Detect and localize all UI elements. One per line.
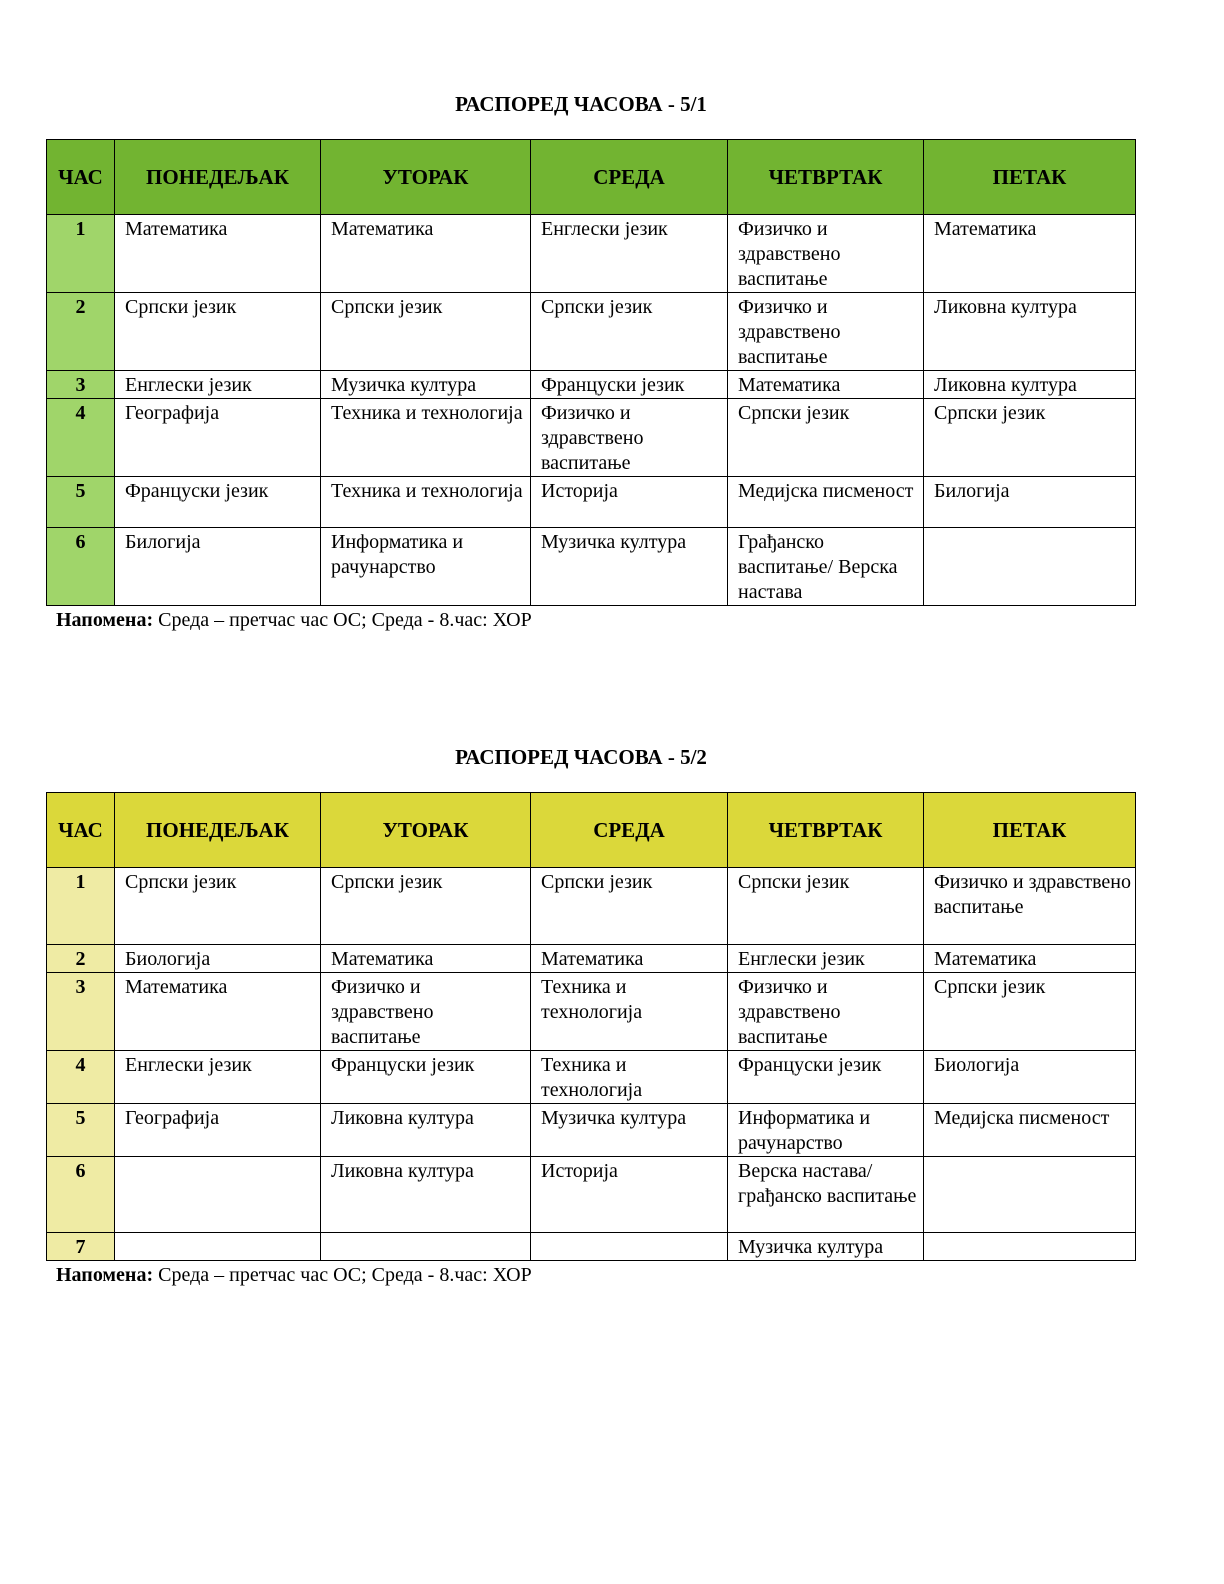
- header-monday: ПОНЕДЕЉАК: [115, 140, 321, 215]
- table-cell: Математика: [321, 215, 531, 293]
- table-cell: Математика: [924, 215, 1136, 293]
- schedule-title: РАСПОРЕД ЧАСОВА - 5/1: [455, 92, 707, 116]
- period-number: 2: [47, 945, 115, 973]
- table-cell: Техника и технологија: [531, 973, 728, 1051]
- table-cell: Енглески језик: [115, 1051, 321, 1104]
- table-cell: Ликовна култура: [321, 1104, 531, 1157]
- header-wednesday: СРЕДА: [531, 793, 728, 868]
- table-cell: Информатика и рачунарство: [728, 1104, 924, 1157]
- table-cell: [531, 1233, 728, 1261]
- table-row: [47, 1233, 1136, 1261]
- table-cell: Медијска писменост: [924, 1104, 1136, 1157]
- table-cell: Информатика и рачунарство: [321, 528, 531, 606]
- table-cell: Физичко и здравствено васпитање: [321, 973, 531, 1051]
- period-number: 7: [47, 1233, 115, 1261]
- table-row: [47, 215, 1136, 293]
- table-cell: Техника и технологија: [321, 477, 531, 528]
- table-cell: Историја: [531, 477, 728, 528]
- table-cell: [924, 1157, 1136, 1233]
- table-cell: Српски језик: [728, 399, 924, 477]
- timetable: [46, 792, 1136, 1261]
- table-cell: Техника и технологија: [321, 399, 531, 477]
- table-row: [47, 528, 1136, 606]
- table-cell: Физичко и здравствено васпитање: [728, 293, 924, 371]
- table-cell: Француски језик: [531, 371, 728, 399]
- header-monday: ПОНЕДЕЉАК: [115, 793, 321, 868]
- table-cell: Музичка култура: [321, 371, 531, 399]
- table-cell: Ликовна култура: [924, 371, 1136, 399]
- table-row: [47, 973, 1136, 1051]
- table-row: [47, 1051, 1136, 1104]
- table-row: [47, 371, 1136, 399]
- table-cell: Медијска писменост: [728, 477, 924, 528]
- table-cell: Математика: [321, 945, 531, 973]
- schedule-5-2: [46, 742, 1135, 1287]
- table-cell: Српски језик: [728, 868, 924, 945]
- table-row: [47, 293, 1136, 371]
- header-period: ЧАС: [47, 793, 115, 868]
- table-cell: Грађанско васпитање/ Верска настава: [728, 528, 924, 606]
- table-cell: Српски језик: [924, 973, 1136, 1051]
- header-tuesday: УТОРАК: [321, 793, 531, 868]
- table-cell: [115, 1157, 321, 1233]
- note-label: Напомена:: [56, 1264, 154, 1286]
- period-number: 2: [47, 293, 115, 371]
- table-cell: Математика: [115, 215, 321, 293]
- table-cell: [321, 1233, 531, 1261]
- timetable: [46, 139, 1136, 606]
- table-cell: Билогија: [924, 477, 1136, 528]
- header-friday: ПЕТАК: [924, 140, 1136, 215]
- table-cell: Француски језик: [728, 1051, 924, 1104]
- table-cell: Српски језик: [531, 868, 728, 945]
- table-cell: Музичка култура: [531, 528, 728, 606]
- table-cell: Историја: [531, 1157, 728, 1233]
- period-number: 4: [47, 1051, 115, 1104]
- note-label: Напомена:: [56, 609, 154, 631]
- table-row: [47, 868, 1136, 945]
- table-cell: Техника и технологија: [531, 1051, 728, 1104]
- period-number: 6: [47, 1157, 115, 1233]
- table-cell: Енглески језик: [728, 945, 924, 973]
- table-cell: Српски језик: [115, 293, 321, 371]
- note-text: Среда – претчас час ОС; Среда - 8.час: ХОР: [153, 609, 532, 631]
- period-number: 1: [47, 215, 115, 293]
- table-cell: Српски језик: [321, 293, 531, 371]
- table-cell: Билогија: [115, 528, 321, 606]
- note-text: Среда – претчас час ОС; Среда - 8.час: ХОР: [153, 1264, 532, 1286]
- schedule-title: РАСПОРЕД ЧАСОВА - 5/2: [455, 745, 707, 769]
- schedule-5-1: [46, 89, 1135, 632]
- table-row: [47, 399, 1136, 477]
- header-tuesday: УТОРАК: [321, 140, 531, 215]
- table-cell: Физичко и здравствено васпитање: [728, 215, 924, 293]
- table-cell: Ликовна култура: [321, 1157, 531, 1233]
- table-cell: [924, 1233, 1136, 1261]
- header-thursday: ЧЕТВРТАК: [728, 140, 924, 215]
- table-cell: Физичко и здравствено васпитање: [924, 868, 1136, 945]
- table-cell: Француски језик: [115, 477, 321, 528]
- table-row: [47, 477, 1136, 528]
- schedule-note: [56, 608, 1135, 632]
- table-cell: Музичка култура: [728, 1233, 924, 1261]
- table-cell: Физичко и здравствено васпитање: [531, 399, 728, 477]
- table-cell: Математика: [531, 945, 728, 973]
- table-row: [47, 1104, 1136, 1157]
- table-cell: Географија: [115, 1104, 321, 1157]
- schedule-note: [56, 1263, 1135, 1287]
- table-row: [47, 945, 1136, 973]
- table-cell: Математика: [728, 371, 924, 399]
- period-number: 5: [47, 477, 115, 528]
- table-cell: [924, 528, 1136, 606]
- table-cell: Математика: [924, 945, 1136, 973]
- table-cell: Српски језик: [924, 399, 1136, 477]
- table-cell: Географија: [115, 399, 321, 477]
- header-thursday: ЧЕТВРТАК: [728, 793, 924, 868]
- period-number: 6: [47, 528, 115, 606]
- period-number: 4: [47, 399, 115, 477]
- table-row: [47, 1157, 1136, 1233]
- header-period: ЧАС: [47, 140, 115, 215]
- table-cell: Музичка култура: [531, 1104, 728, 1157]
- header-friday: ПЕТАК: [924, 793, 1136, 868]
- period-number: 3: [47, 973, 115, 1051]
- table-cell: [115, 1233, 321, 1261]
- table-cell: Математика: [115, 973, 321, 1051]
- table-cell: Физичко и здравствено васпитање: [728, 973, 924, 1051]
- table-cell: Верска настава/грађанско васпитање: [728, 1157, 924, 1233]
- header-row: [47, 140, 1136, 215]
- table-cell: Биологија: [924, 1051, 1136, 1104]
- period-number: 1: [47, 868, 115, 945]
- header-wednesday: СРЕДА: [531, 140, 728, 215]
- period-number: 5: [47, 1104, 115, 1157]
- table-cell: Енглески језик: [531, 215, 728, 293]
- table-cell: Српски језик: [531, 293, 728, 371]
- header-row: [47, 793, 1136, 868]
- table-cell: Ликовна култура: [924, 293, 1136, 371]
- table-cell: Српски језик: [115, 868, 321, 945]
- period-number: 3: [47, 371, 115, 399]
- table-cell: Енглески језик: [115, 371, 321, 399]
- table-cell: Биологија: [115, 945, 321, 973]
- table-cell: Српски језик: [321, 868, 531, 945]
- table-cell: Француски језик: [321, 1051, 531, 1104]
